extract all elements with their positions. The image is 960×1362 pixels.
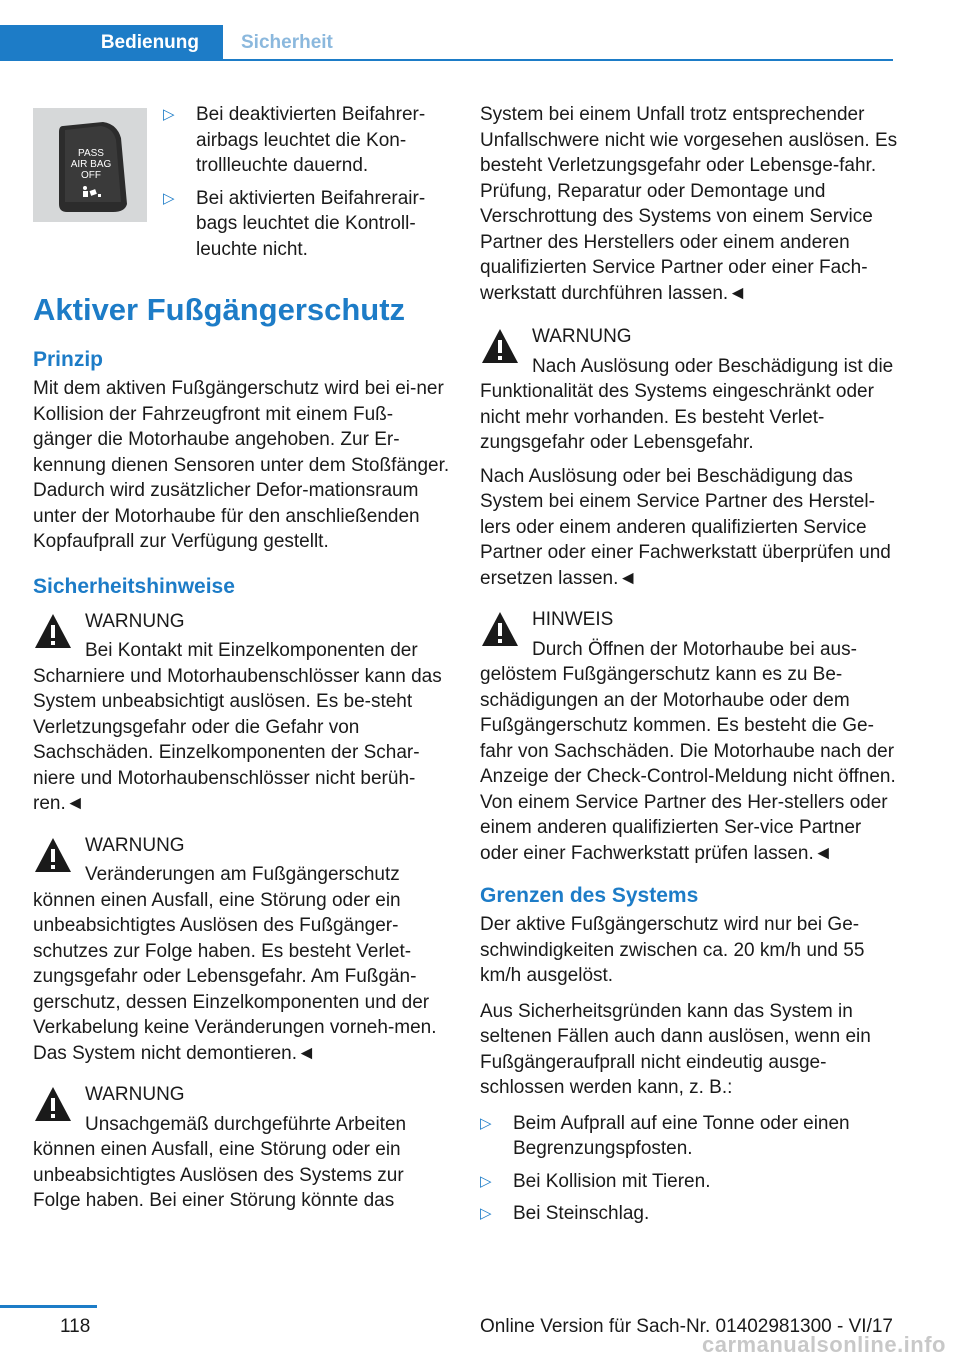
online-version-text: Online Version für Sach-Nr. 01402981300 - VI/17 xyxy=(480,1316,893,1337)
warning-triangle-icon xyxy=(480,326,520,366)
airbag-off-icon xyxy=(33,108,147,222)
image-text-off: OFF xyxy=(81,170,101,181)
warning-notice xyxy=(33,609,451,817)
list-item-text: Bei Kollision mit Tieren. xyxy=(513,1170,711,1192)
right-column xyxy=(480,102,898,1234)
warning-notice xyxy=(33,833,451,1067)
image-text-pass: PASS xyxy=(78,148,104,159)
warning-triangle-icon xyxy=(480,609,520,649)
list-item-text: Bei aktivierten Beifahrerair-bags leuchtet die Kontroll-leuchte nicht. xyxy=(196,187,426,260)
warning-label: WARNUNG xyxy=(85,610,185,632)
grenzen-bullet-list xyxy=(480,1111,898,1227)
passenger-airbag-off-image xyxy=(33,108,147,222)
continued-text: System bei einem Unfall trotz entsprechender Unfallschwere nicht wie vorgesehen auslösen. Es besteht Verletzungsgefahr oder Lebensge-fahr. Prüfung, Reparatur oder Demontage und Verschrottung des Systems von einem Service Partner des Herstellers oder einem anderen qualifizierten Service Partner oder einer Fach-werkstatt durchführen lassen.◄ xyxy=(480,104,898,304)
list-item-text: Beim Aufprall auf eine Tonne oder einen Begrenzungspfosten. xyxy=(513,1112,850,1159)
list-item xyxy=(480,1201,898,1227)
hinweis-label: HINWEIS xyxy=(532,609,614,630)
heading-prinzip: Prinzip xyxy=(33,348,104,371)
airbag-bullet-list xyxy=(163,102,453,269)
header-rule xyxy=(223,59,893,61)
grenzen-text-1: Der aktive Fußgängerschutz wird nur bei Ge-schwindigkeiten zwischen ca. 20 km/h und 55 km/h ausgelöst. xyxy=(480,914,865,986)
warning-triangle-icon xyxy=(33,611,73,651)
header-tabs xyxy=(0,25,893,61)
hinweis-text: Durch Öffnen der Motorhaube bei aus-gelöstem Fußgängerschutz kann es zu Be-schädigungen an der Motorhaube oder dem Fußgängerschutz kommen. Es besteht die Ge-fahr von Sachschäden. Die Motorhaube nach der Anzeige der Check-Control-Meldung nicht öffnen. Von einem Service Partner des Her-stellers oder einem anderen qualifizierten Ser-vice Partner oder einer Fachwerkstatt prüfen lassen.◄ xyxy=(480,638,896,864)
watermark: carmanualsonline.info xyxy=(702,1332,946,1357)
warning-notice xyxy=(33,1082,451,1214)
tab-bedienung[interactable]: Bedienung xyxy=(0,25,223,61)
heading-grenzen: Grenzen des Systems xyxy=(480,884,699,907)
section-title: Aktiver Fußgängerschutz xyxy=(33,292,406,327)
triangle-bullet-icon: ▷ xyxy=(163,189,175,207)
list-item xyxy=(163,102,453,179)
warning-notice xyxy=(480,324,898,591)
warning-text-2: Nach Auslösung oder bei Beschädigung das System bei einem Service Partner des Herstel-lers oder einem anderen qualifizierten Service Partner oder einer Fachwerkstatt überprüfen und ersetzen lassen.◄ xyxy=(480,465,891,589)
image-text-airbag: AIR BAG xyxy=(70,159,112,170)
warning-text: Unsachgemäß durchgeführte Arbeiten können einen Ausfall, eine Störung oder ein unbeabsichtigtes Auslösen des Systems zur Folge haben. Bei einer Störung könnte das xyxy=(33,1113,407,1211)
tab-sicherheit[interactable]: Sicherheit xyxy=(223,25,893,61)
list-item xyxy=(480,1111,898,1162)
warning-triangle-icon xyxy=(33,835,73,875)
warning-triangle-icon xyxy=(33,1084,73,1124)
warning-label: WARNUNG xyxy=(85,834,185,856)
list-item-text: Bei deaktivierten Beifahrer-airbags leuchtet die Kon-trollleuchte dauernd. xyxy=(196,104,426,176)
list-item xyxy=(163,186,453,263)
footer-rule xyxy=(0,1305,97,1308)
warning-text: Veränderungen am Fußgängerschutz können einen Ausfall, eine Störung oder ein unbeabsichtigtes Auslösen des Fußgänger-schutzes zur Folge haben. Es besteht Verlet-zungsgefahr oder Lebensgefahr. Am Fußgän-gerschutz, dessen Einzelkomponenten und der Verkabelung keine Veränderungen vorneh-men. Das System nicht demontieren.◄ xyxy=(33,864,437,1064)
grenzen-text-2: Aus Sicherheitsgründen kann das System in seltenen Fällen auch dann auslösen, wenn ein Fußgängeraufprall nicht eindeutig ausge-schlossen werden kann, z. B.: xyxy=(480,1000,871,1098)
warning-label: WARNUNG xyxy=(532,326,632,347)
prinzip-text: Mit dem aktiven Fußgängerschutz wird bei ei-ner Kollision der Fahrzeugfront mit einem Fuß-gänger die Motorhaube angehoben. Zur Er-kennung dienen Sensoren unter dem Stoßfänger. Dadurch wird zusätzlicher Defor-mationsraum unter der Motorhaube für den anschließenden Kopfaufprall zur Verfügung gestellt. xyxy=(33,378,450,552)
left-column xyxy=(33,102,451,1230)
triangle-bullet-icon: ▷ xyxy=(480,1114,492,1132)
warning-label: WARNUNG xyxy=(85,1084,185,1105)
warning-text: Nach Auslösung oder Beschädigung ist die Funktionalität des Systems eingeschränkt oder nicht mehr vorhanden. Es besteht Verlet-zungsgefahr oder Lebensgefahr. xyxy=(480,355,894,453)
airbag-indicator-section xyxy=(33,102,451,292)
triangle-bullet-icon: ▷ xyxy=(480,1172,492,1190)
warning-text: Bei Kontakt mit Einzelkomponenten der Scharniere und Motorhaubenschlösser kann das System unbeabsichtigt auslösen. Es be-steht Verletzungsgefahr oder die Gefahr von Sachschäden. Einzelkomponenten der Schar-niere und Motorhaubenschlösser nicht berüh-ren.◄ xyxy=(33,640,442,814)
list-item-text: Bei Steinschlag. xyxy=(513,1203,650,1224)
page-number: 118 xyxy=(60,1316,91,1337)
heading-sicherheitshinweise: Sicherheitshinweise xyxy=(33,574,235,598)
hinweis-notice xyxy=(480,607,898,866)
list-item xyxy=(480,1169,898,1195)
triangle-bullet-icon: ▷ xyxy=(480,1205,492,1222)
triangle-bullet-icon: ▷ xyxy=(163,106,175,123)
